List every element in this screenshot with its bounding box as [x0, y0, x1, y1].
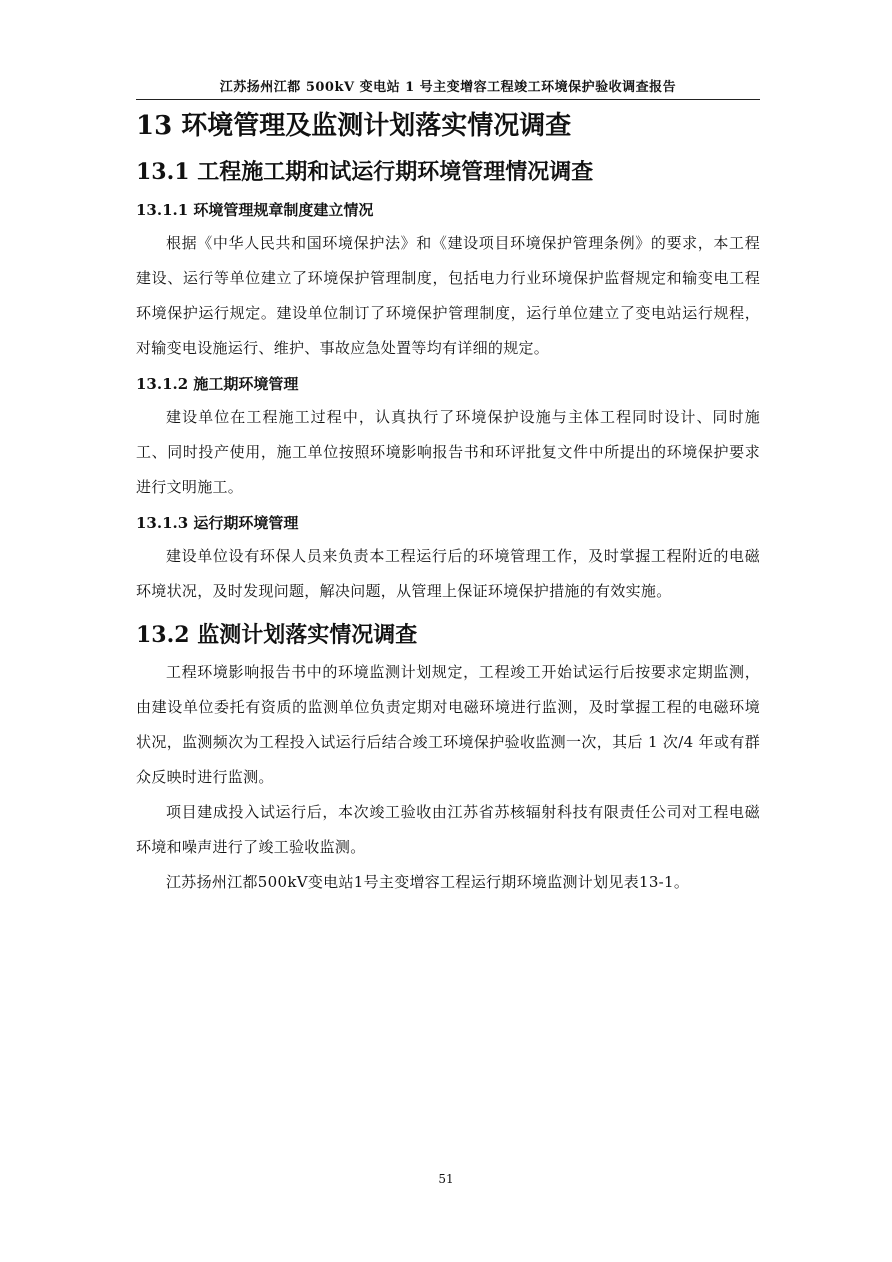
page-number: 51 — [438, 1172, 454, 1186]
section-13-2-paragraph-3: 江苏扬州江都500kV变电站1号主变增容工程运行期环境监测计划见表13-1。 — [166, 873, 690, 891]
subsection-13-1-2-text: 建设单位在工程施工过程中，认真执行了环境保护设施与主体工程同时设计、同时施工、同时投产使用，施工单位按照环境影响报告书和环评批复文件中所提出的环境保护要求进行文明施工。 — [136, 408, 760, 496]
chapter-title: 13 环境管理及监测计划落实情况调查 — [136, 111, 572, 141]
section-13-1-title: 13.1 工程施工期和试运行期环境管理情况调查 — [136, 159, 594, 185]
subsection-13-1-1-title: 13.1.1 环境管理规章制度建立情况 — [136, 201, 374, 219]
section-13-2-paragraph-1: 工程环境影响报告书中的环境监测计划规定，工程竣工开始试运行后按要求定期监测，由建设单位委托有资质的监测单位负责定期对电磁环境进行监测，及时掌握工程的电磁环境状况，监测频次为工程投入试运行后结合竣工环境保护验收监测一次，其后 1 次/4 年或有群众反映时进行监测。 — [136, 663, 760, 786]
section-13-2-title: 13.2 监测计划落实情况调查 — [136, 622, 418, 648]
subsection-13-1-1-text: 根据《中华人民共和国环境保护法》和《建设项目环境保护管理条例》的要求，本工程建设、运行等单位建立了环境保护管理制度，包括电力行业环境保护监督规定和输变电工程环境保护运行规定。建设单位制订了环境保护管理制度，运行单位建立了变电站运行规程，对输变电设施运行、维护、事故应急处置等均有详细的规定。 — [136, 234, 760, 357]
section-13-2-paragraph-2: 项目建成投入试运行后，本次竣工验收由江苏省苏核辐射科技有限责任公司对工程电磁环境和噪声进行了竣工验收监测。 — [136, 803, 760, 856]
subsection-13-1-2-title: 13.1.2 施工期环境管理 — [136, 375, 299, 393]
page-header: 江苏扬州江都 500kV 变电站 1 号主变增容工程竣工环境保护验收调查报告 — [219, 80, 677, 95]
subsection-13-1-3-text: 建设单位设有环保人员来负责本工程运行后的环境管理工作，及时掌握工程附近的电磁环境状况，及时发现问题，解决问题，从管理上保证环境保护措施的有效实施。 — [136, 547, 760, 600]
document-body — [136, 104, 760, 900]
subsection-13-1-3-title: 13.1.3 运行期环境管理 — [136, 514, 299, 532]
header-divider — [136, 99, 760, 100]
